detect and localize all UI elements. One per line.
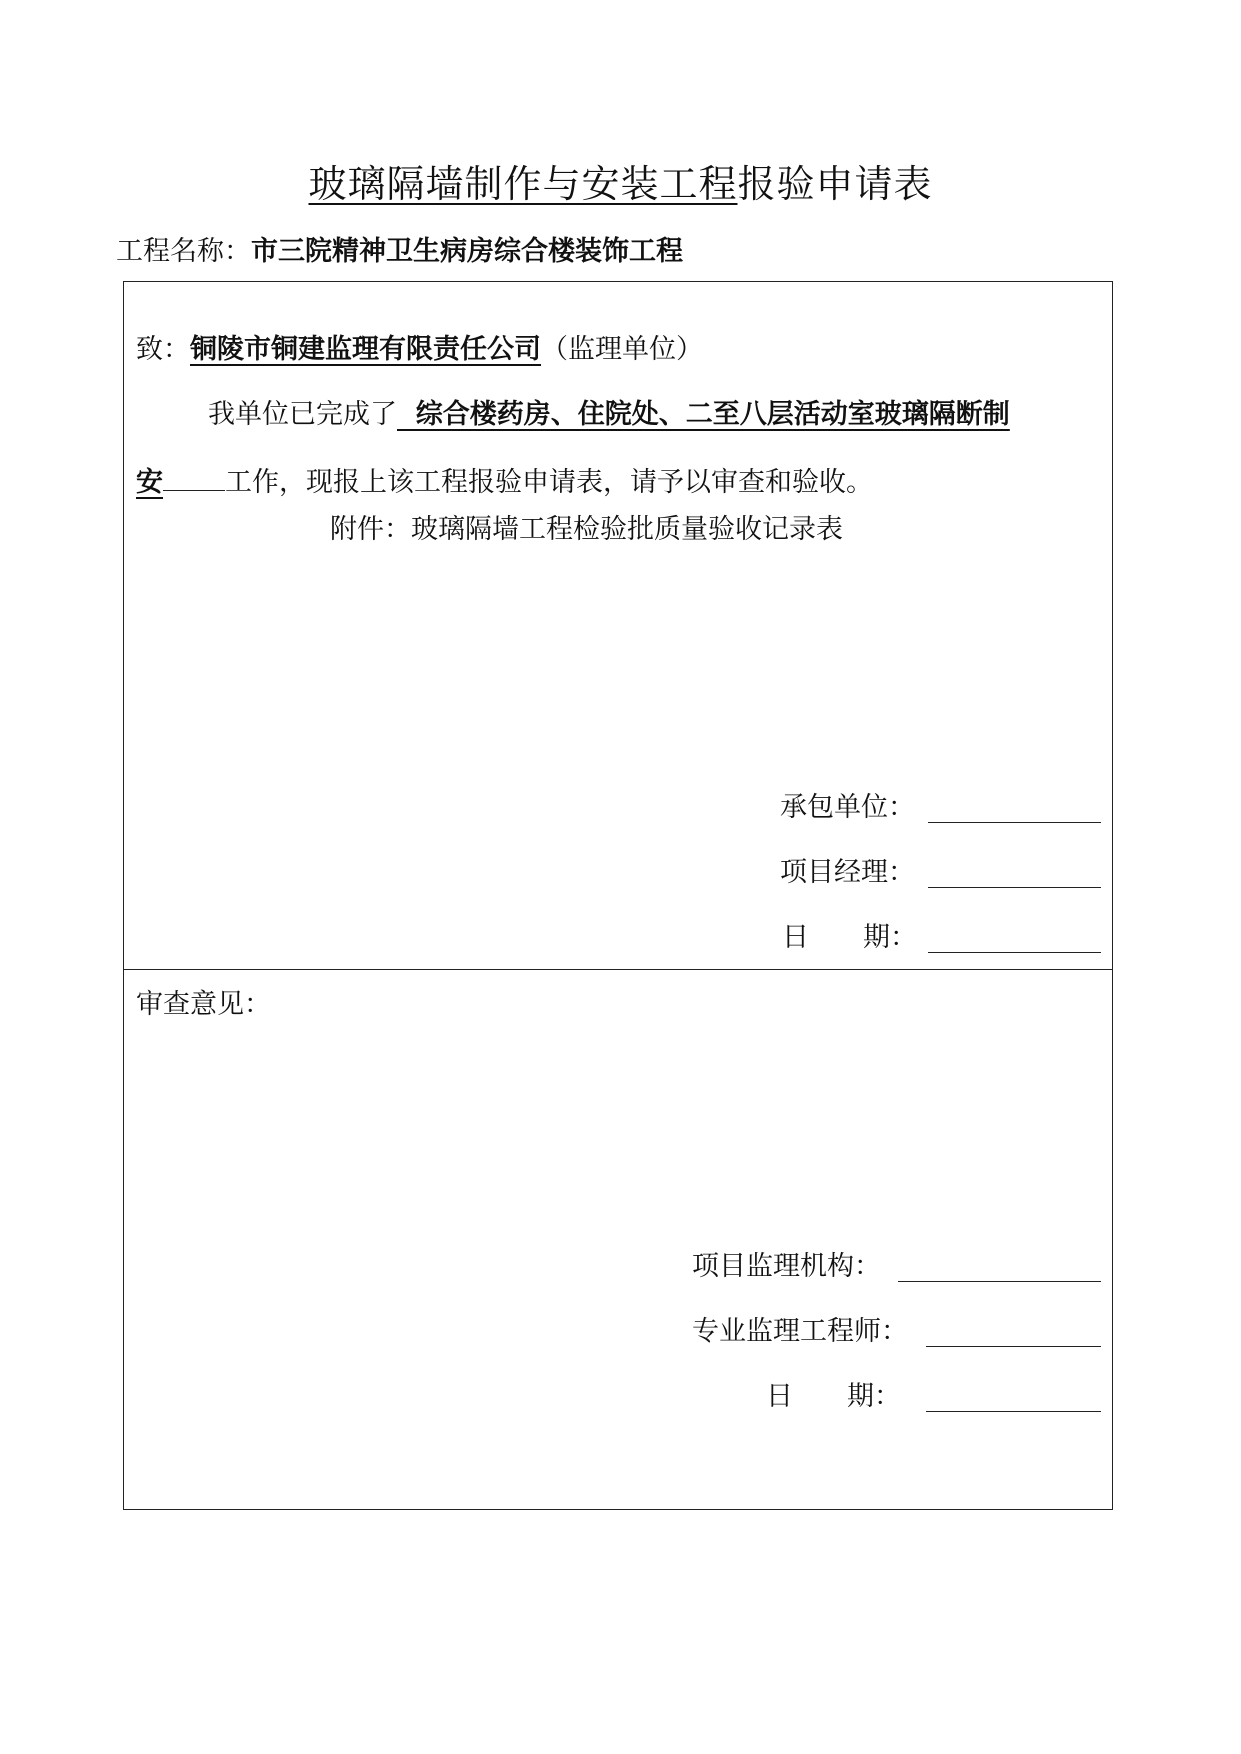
- work-description-part1: 综合楼药房、住院处、二至八层活动室玻璃隔断制: [397, 399, 1010, 430]
- title-rest: 报验申请表: [737, 162, 933, 206]
- contractor-label: 承包单位：: [780, 792, 915, 823]
- title-underlined: 玻璃隔墙制作与安装工程: [308, 162, 738, 206]
- application-date-line: [928, 952, 1101, 953]
- page-title: [0, 158, 1241, 210]
- manager-label: 项目经理：: [780, 857, 915, 888]
- completion-suffix: 工作，现报上该工程报验申请表，请予以审查和验收。: [225, 467, 873, 498]
- manager-signature-line: [928, 887, 1101, 888]
- recipient-label: 致：: [136, 334, 190, 365]
- engineer-label: 专业监理工程师：: [692, 1316, 908, 1347]
- review-date-label: 日 期：: [766, 1381, 901, 1412]
- completion-line-1: [208, 395, 1010, 435]
- project-value: 市三院精神卫生病房综合楼装饰工程: [251, 236, 683, 267]
- section-divider: [123, 969, 1113, 970]
- recipient-line: [136, 330, 703, 370]
- supervision-org-line: [898, 1281, 1101, 1282]
- engineer-signature-line: [926, 1346, 1101, 1347]
- completion-prefix: 我单位已完成了: [208, 399, 397, 430]
- work-description-part2: 安: [136, 467, 163, 498]
- application-date-label: 日 期：: [782, 922, 917, 953]
- completion-line-2: [136, 460, 873, 503]
- recipient-suffix: （监理单位）: [541, 334, 703, 365]
- supervision-org-label: 项目监理机构：: [692, 1251, 881, 1282]
- contractor-signature-line: [928, 822, 1101, 823]
- recipient-value: 铜陵市铜建监理有限责任公司: [190, 334, 541, 365]
- attachment-line: 附件：玻璃隔墙工程检验批质量验收记录表: [330, 514, 843, 545]
- review-date-line: [926, 1411, 1101, 1412]
- project-label: 工程名称：: [116, 236, 251, 267]
- project-name-line: [116, 232, 683, 272]
- review-opinion-label: 审查意见：: [136, 989, 271, 1020]
- work-description-blank: [163, 460, 225, 491]
